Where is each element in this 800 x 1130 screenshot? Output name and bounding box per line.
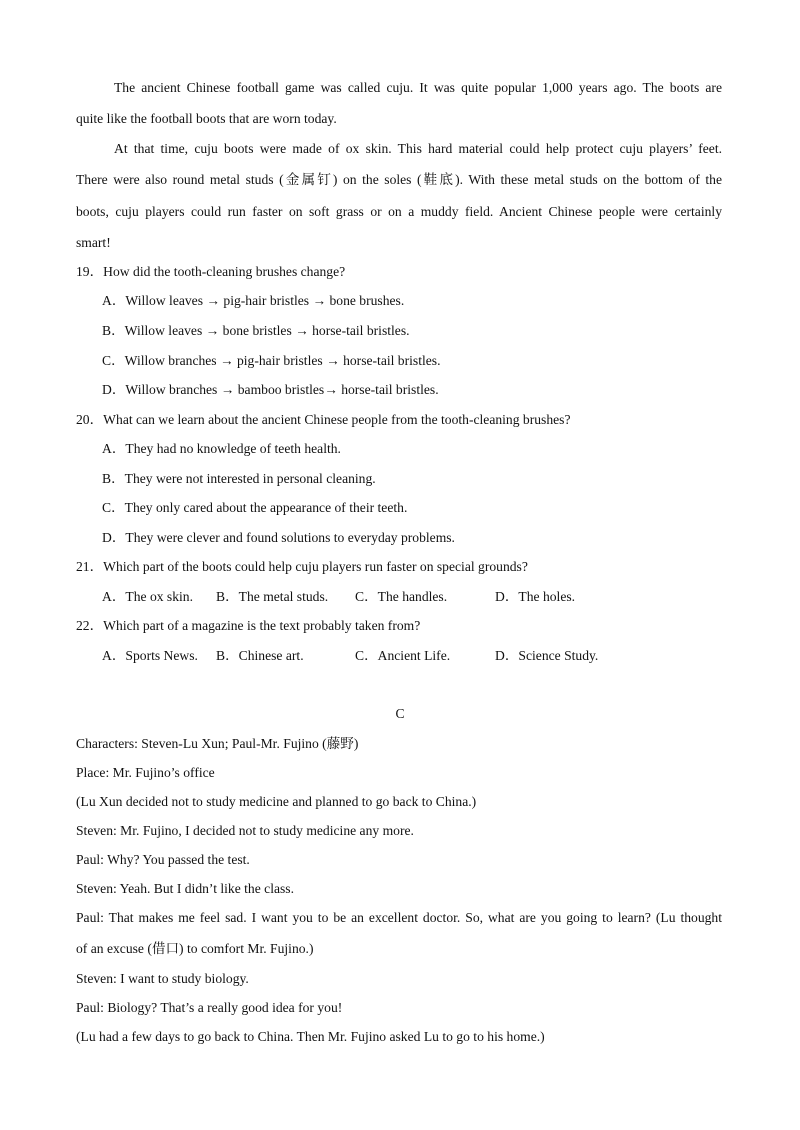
section-c-place: Place: Mr. Fujino’s office: [76, 765, 215, 780]
question-21-option-d: D．The holes.: [495, 589, 576, 604]
question-22-stem: 22．Which part of a magazine is the text probably taken from?: [76, 618, 421, 633]
question-21-stem: 21．Which part of the boots could help cuju players run faster on special grounds?: [76, 559, 528, 574]
dialogue-line-3: Steven: Yeah. But I didn’t like the class.: [76, 881, 294, 896]
question-21-option-a: A．The ox skin.: [102, 589, 193, 604]
question-19-option-c: C．Willow branches → pig-hair bristles → horse-tail bristles.: [102, 353, 441, 368]
question-21-option-c: C．The handles.: [355, 589, 448, 604]
section-c-stage-direction-2: (Lu had a few days to go back to China. Then Mr. Fujino asked Lu to go to his home.): [76, 1029, 545, 1044]
question-20-option-a: A．They had no knowledge of teeth health.: [102, 441, 341, 456]
question-21-option-b: B．The metal studs.: [216, 589, 329, 604]
dialogue-line-6: Paul: Biology? That’s a really good idea for you!: [76, 1000, 343, 1015]
dialogue-line-2: Paul: Why? You passed the test.: [76, 852, 250, 867]
question-20-stem: 20．What can we learn about the ancient Chinese people from the tooth-cleaning brushes?: [76, 412, 571, 427]
dialogue-line-1: Steven: Mr. Fujino, I decided not to study medicine any more.: [76, 823, 414, 838]
paragraph-2-line-1: At that time, cuju boots were made of ox skin. This hard material could help protect cuju players’ feet.: [114, 141, 722, 156]
question-22-option-c: C．Ancient Life.: [355, 648, 451, 663]
paragraph-2-line-4: smart!: [76, 235, 111, 250]
question-20-option-d: D．They were clever and found solutions to everyday problems.: [102, 530, 455, 545]
dialogue-line-4: Paul: That makes me feel sad. I want you to be an excellent doctor. So, what are you going to learn? (Lu thought: [76, 910, 722, 925]
dialogue-line-4-continued: of an excuse (借口) to comfort Mr. Fujino.): [76, 941, 314, 956]
section-c-characters: Characters: Steven-Lu Xun; Paul-Mr. Fujino (藤野): [76, 736, 359, 751]
question-19-option-a: A．Willow leaves → pig-hair bristles → bone brushes.: [102, 293, 405, 308]
dialogue-line-5: Steven: I want to study biology.: [76, 971, 249, 986]
section-c-stage-direction-1: (Lu Xun decided not to study medicine and planned to go back to China.): [76, 794, 477, 809]
paragraph-1-line-1: The ancient Chinese football game was called cuju. It was quite popular 1,000 years ago. The boots are: [114, 80, 722, 95]
section-c-heading: C: [395, 706, 405, 721]
question-20-option-b: B．They were not interested in personal cleaning.: [102, 471, 376, 486]
paragraph-2-line-2: There were also round metal studs (金属钉) on the soles (鞋底). With these metal studs on the bottom of the: [76, 172, 722, 187]
question-19-stem: 19．How did the tooth-cleaning brushes change?: [76, 264, 346, 279]
question-20-option-c: C．They only cared about the appearance of their teeth.: [102, 500, 408, 515]
paragraph-1-line-2: quite like the football boots that are worn today.: [76, 111, 337, 126]
question-22-option-d: D．Science Study.: [495, 648, 599, 663]
question-22-option-b: B．Chinese art.: [216, 648, 304, 663]
question-22-option-a: A．Sports News.: [102, 648, 198, 663]
question-19-option-d: D．Willow branches → bamboo bristles→ horse-tail bristles.: [102, 382, 439, 397]
question-19-option-b: B．Willow leaves → bone bristles → horse-tail bristles.: [102, 323, 410, 338]
paragraph-2-line-3: boots, cuju players could run faster on soft grass or on a muddy field. Ancient Chinese people were certainly: [76, 204, 722, 219]
